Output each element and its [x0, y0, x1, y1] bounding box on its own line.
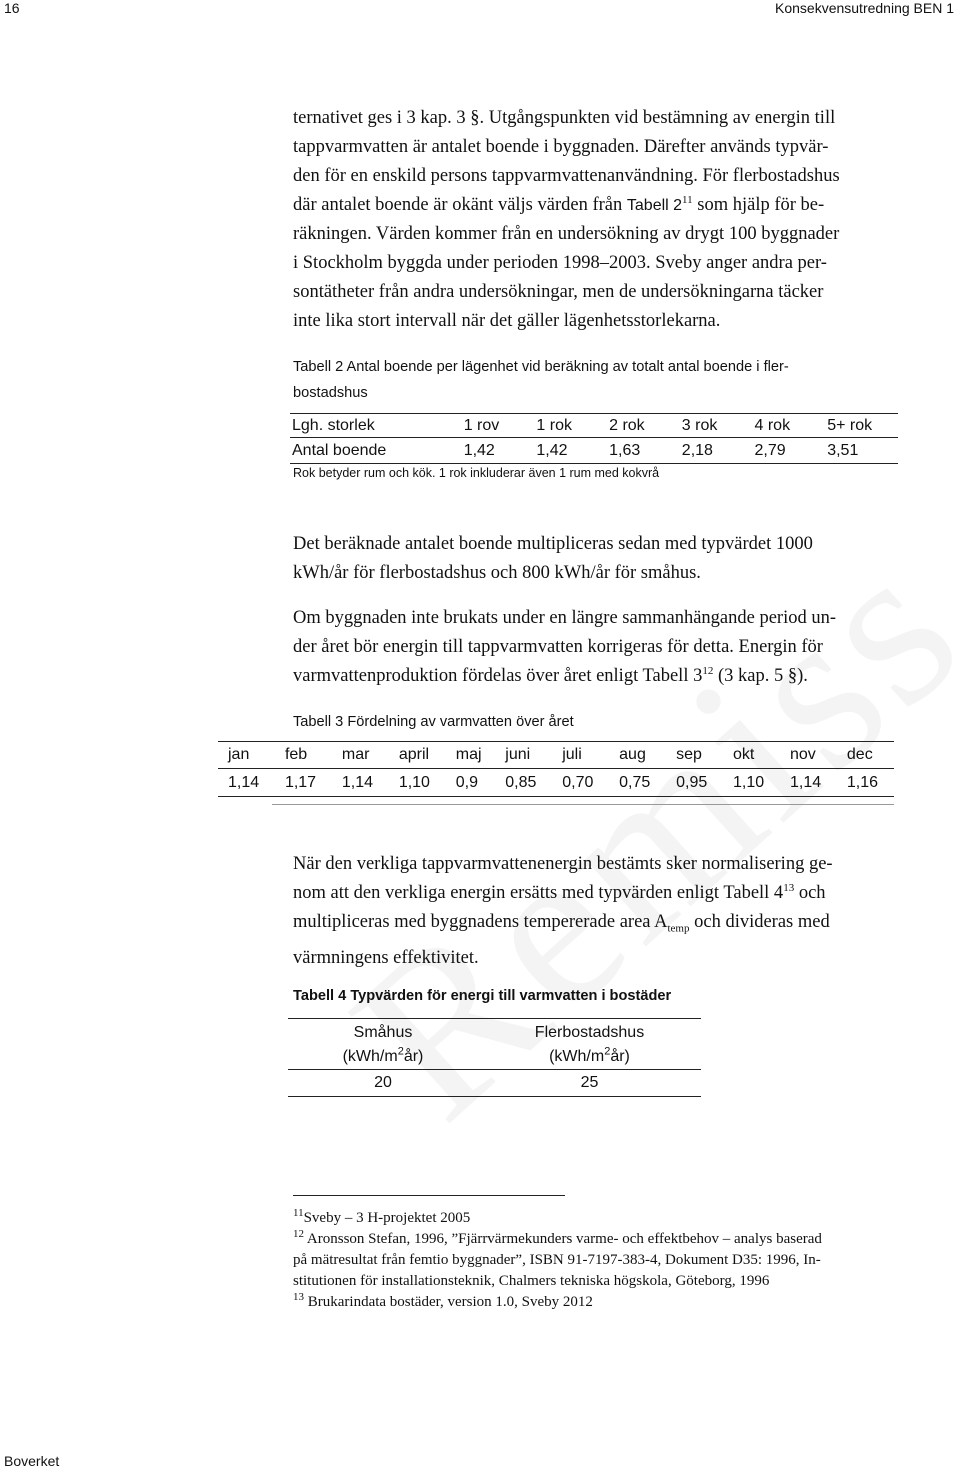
table-2: [290, 413, 898, 464]
table-cell: 4 rok: [753, 414, 826, 438]
table-2-note: Rok betyder rum och kök. 1 rok inkluderar även 1 rum med kokvrå: [293, 466, 660, 480]
publisher-name: Boverket: [4, 1453, 60, 1469]
text-segment: som hjälp för be-: [692, 195, 825, 215]
month-header-april: april: [389, 742, 446, 769]
text-line: tappvarmvatten är antalet boende i byggnaden. Därefter används typvär-: [293, 137, 829, 157]
month-header-juni: juni: [495, 742, 552, 769]
unit-text: (kWh/m: [549, 1048, 605, 1065]
subscript: temp: [667, 922, 690, 935]
month-header-okt: okt: [723, 742, 780, 769]
text-line: [293, 908, 905, 944]
table-3: [218, 741, 894, 797]
table-cell: Antal boende: [290, 438, 462, 464]
month-header-nov: nov: [780, 742, 837, 769]
table-cell: 2,79: [753, 438, 826, 464]
table-cell: Småhus: [288, 1019, 478, 1046]
table-3-caption: Tabell 3 Fördelning av varmvatten över året: [293, 714, 574, 730]
month-value-sep: 0,95: [666, 769, 723, 797]
table-cell: Lgh. storlek: [290, 414, 462, 438]
month-header-feb: feb: [275, 742, 332, 769]
month-header-mar: mar: [332, 742, 389, 769]
table-cell: 20: [288, 1070, 478, 1097]
table-cell: 2 rok: [607, 414, 680, 438]
unit-superscript: 2: [604, 1045, 611, 1058]
table-cell: 1 rok: [534, 414, 607, 438]
table-cell: 25: [478, 1070, 701, 1097]
table-cell: 3 rok: [680, 414, 753, 438]
table-header-row: [288, 1019, 701, 1046]
month-header-dec: dec: [837, 742, 894, 769]
footnote-text: stitutionen för installationsteknik, Chalmers tekniska högskola, Göteborg, 1996: [293, 1273, 770, 1289]
table-cell: 1,42: [534, 438, 607, 464]
table-row: [288, 1070, 701, 1097]
footnote-ref: 13: [783, 881, 795, 894]
caption-line: bostadshus: [293, 385, 368, 401]
month-value-juni: 0,85: [495, 769, 552, 797]
text-line: der året bör energin till tappvarmvatten korrigeras för detta. Energin för: [293, 637, 823, 657]
table-cell: 3,51: [825, 438, 898, 464]
month-value-dec: 1,16: [837, 769, 894, 797]
table-cell: 1 rov: [462, 414, 535, 438]
footnote-number: 13: [293, 1291, 304, 1303]
document-title: Konsekvensutredning BEN 1: [775, 0, 954, 16]
text-line: sontätheter från andra undersökningar, men de undersökningarna täcker: [293, 282, 824, 302]
month-value-mar: 1,14: [332, 769, 389, 797]
table-row: [218, 769, 894, 797]
table-cell: 5+ rok: [825, 414, 898, 438]
month-header-juli: juli: [552, 742, 609, 769]
unit-superscript: 2: [397, 1045, 404, 1058]
table-reference: Tabell 2: [626, 197, 683, 214]
table-cell: 1,63: [607, 438, 680, 464]
text-line: inte lika stort intervall när det gäller lägenhetsstorlekarna.: [293, 311, 721, 331]
footnote: [293, 1250, 903, 1271]
paragraph-4: [293, 850, 905, 973]
paragraph-2: [293, 530, 905, 588]
footnote: [293, 1292, 903, 1313]
table-2-caption: [293, 354, 789, 406]
text-line: ternativet ges i 3 kap. 3 §. Utgångspunkten vid bestämning av energin till: [293, 108, 836, 128]
text-segment: nom att den verkliga energin ersätts med typvärden enligt Tabell 4: [293, 883, 784, 903]
month-value-juli: 0,70: [552, 769, 609, 797]
footnote-text: Aronsson Stefan, 1996, ”Fjärrvärmekunders varme- och effektbehov – analys baserad: [304, 1231, 822, 1247]
month-header-maj: maj: [446, 742, 496, 769]
paragraph-1: [293, 104, 905, 336]
table-header-row: [218, 742, 894, 769]
table-cell: [288, 1045, 478, 1070]
footnote: [293, 1208, 903, 1229]
month-value-maj: 0,9: [446, 769, 496, 797]
footnotes: [293, 1208, 903, 1313]
month-header-aug: aug: [609, 742, 666, 769]
footnote-text: Sveby – 3 H-projektet 2005: [303, 1210, 471, 1226]
table-4: [288, 1018, 701, 1097]
month-value-april: 1,10: [389, 769, 446, 797]
paragraph-3: [293, 604, 905, 691]
text-line: i Stockholm byggda under perioden 1998–2003. Sveby anger andra per-: [293, 253, 827, 273]
month-header-sep: sep: [666, 742, 723, 769]
footnote-ref: 12: [702, 664, 714, 677]
table-cell: Flerbostadshus: [478, 1019, 701, 1046]
caption-line: Tabell 2 Antal boende per lägenhet vid beräkning av totalt antal boende i fler-: [293, 359, 789, 375]
table-3-bottom-rule: [272, 804, 894, 805]
month-header-jan: jan: [218, 742, 275, 769]
month-value-nov: 1,14: [780, 769, 837, 797]
footnote: [293, 1271, 903, 1292]
text-line: räkningen. Värden kommer från en undersökning av drygt 100 byggnader: [293, 224, 840, 244]
text-segment: multipliceras med byggnadens tempererade area A: [293, 912, 668, 932]
table-cell: 1,42: [462, 438, 535, 464]
text-line: kWh/år för flerbostadshus och 800 kWh/år för småhus.: [293, 563, 701, 583]
unit-text: (kWh/m: [342, 1048, 398, 1065]
table-unit-row: [288, 1045, 701, 1070]
month-value-okt: 1,10: [723, 769, 780, 797]
table-4-caption: Tabell 4 Typvärden för energi till varmvatten i bostäder: [293, 988, 672, 1004]
month-value-aug: 0,75: [609, 769, 666, 797]
text-line: [293, 879, 905, 908]
text-segment: varmvattenproduktion fördelas över året enligt Tabell 3: [293, 666, 703, 686]
footnote-separator: [293, 1195, 565, 1196]
text-segment: (3 kap. 5 §).: [713, 666, 808, 686]
text-line: Om byggnaden inte brukats under en längre sammanhängande period un-: [293, 608, 837, 628]
page-number: 16: [4, 0, 20, 16]
text-line: [293, 662, 905, 691]
footnote-number: 12: [293, 1228, 304, 1240]
table-cell: 2,18: [680, 438, 753, 464]
footnote-number: 11: [293, 1207, 304, 1219]
text-segment: och divideras med: [689, 912, 830, 932]
text-segment: och: [794, 883, 826, 903]
text-line: värmningens effektivitet.: [293, 947, 479, 968]
table-cell: [478, 1045, 701, 1070]
month-value-jan: 1,14: [218, 769, 275, 797]
text-line: den för en enskild persons tappvarmvattenanvändning. För flerbostadshus: [293, 166, 840, 186]
month-value-feb: 1,17: [275, 769, 332, 797]
text-line: När den verkliga tappvarmvattenenergin bestämts sker normalisering ge-: [293, 854, 833, 874]
text-line: [293, 191, 905, 220]
unit-text: år): [403, 1048, 424, 1065]
text-line: Det beräknade antalet boende multipliceras sedan med typvärdet 1000: [293, 534, 813, 554]
unit-text: år): [610, 1048, 630, 1065]
text-segment: där antalet boende är okänt väljs värden från: [293, 195, 627, 215]
footnote-text: Brukarindata bostäder, version 1.0, Sveby 2012: [304, 1294, 593, 1310]
table-row: [290, 438, 898, 464]
table-header-row: [290, 414, 898, 438]
footnote: [293, 1229, 903, 1250]
footnote-ref: 11: [682, 193, 693, 206]
footnote-text: på mätresultat från femtio byggnader”, ISBN 91-7197-383-4, Dokument D35: 1996, In-: [293, 1252, 821, 1268]
